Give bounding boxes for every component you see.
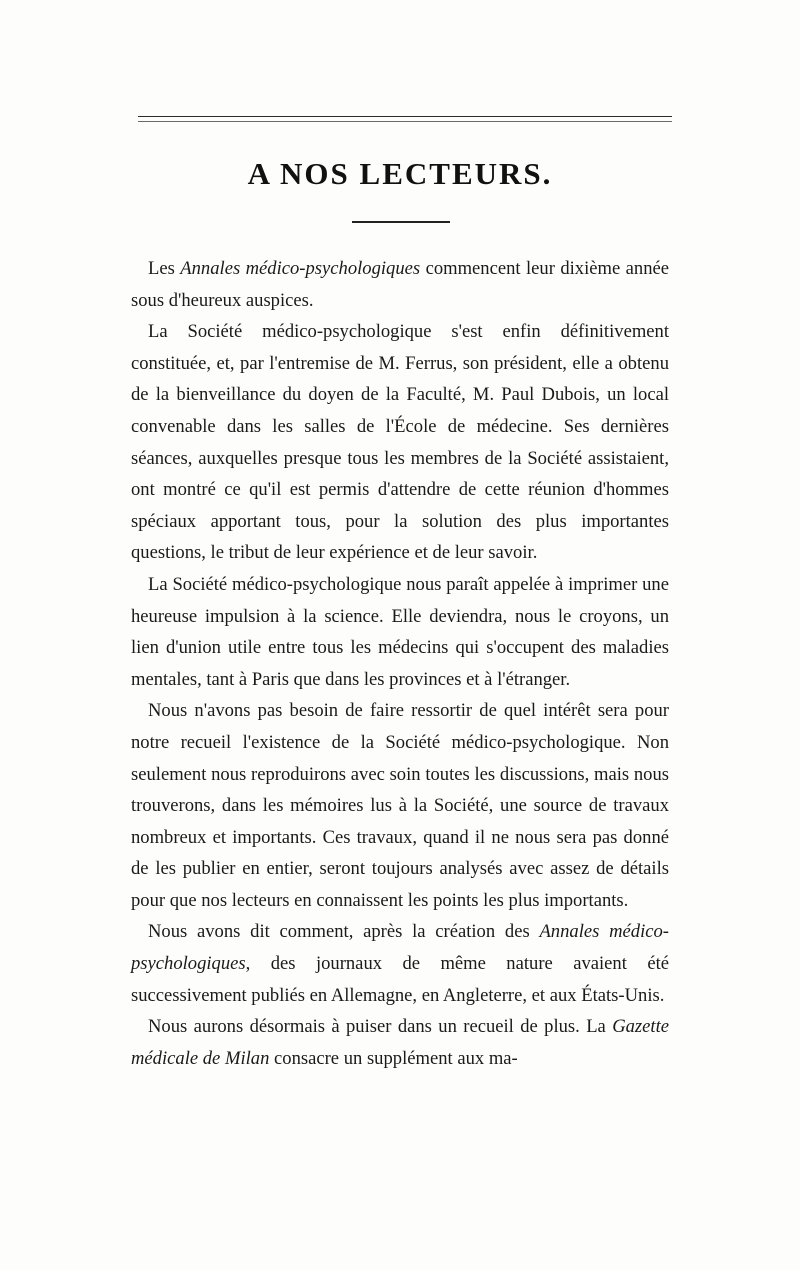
title-rule (352, 221, 450, 223)
paragraph (131, 695, 669, 916)
body-text (131, 253, 669, 1074)
paragraph (131, 916, 669, 1011)
italic-text: Annales médico-psychologiques (180, 258, 421, 279)
paragraph (131, 316, 669, 569)
header-rule (138, 116, 672, 117)
text-run: commencent leur dixième année sous d'heureux auspices. (131, 258, 669, 311)
paragraph (131, 253, 669, 316)
text-run: Nous n'avons pas besoin de faire ressortir de quel intérêt sera pour notre recueil l'existence de la Société médico-psychologique. Non seulement nous reproduirons avec soin toutes les discussions, mais nous trouverons, dans les mémoires lus à la Société, une source de travaux nombreux et importants. Ces travaux, quand il ne nous sera pas donné de les publier en entier, seront toujours analysés avec assez de détails pour que nos lecteurs en connaissent les points les plus importants. (131, 700, 669, 911)
italic-text: Gazette médicale de Milan (131, 1016, 669, 1069)
text-run: La Société médico-psychologique nous paraît appelée à imprimer une heureuse impulsion à la science. Elle deviendra, nous le croyons, un lien d'union utile entre tous les médecins qui s'occupent des maladies mentales, tant à Paris que dans les provinces et à l'étranger. (131, 573, 669, 690)
header-rule-thin (138, 121, 672, 122)
text-run: Nous avons dit comment, après la création des (148, 921, 540, 943)
text-run: Les (148, 258, 181, 279)
italic-text: Annales médico-psychologiques (131, 921, 669, 975)
text-run: La Société médico-psychologique s'est enfin définitivement constituée, et, par l'entremise de M. Ferrus, son président, elle a obtenu de la bienveillance du doyen de la Faculté, M. Paul Dubois, un local convenable dans les salles de l'École de médecine. Ses dernières séances, auxquelles presque tous les membres de la Société assistaient, ont montré ce qu'il est permis d'attendre de cette réunion d'hommes spéciaux apportant tous, pour la solution des plus importantes questions, le tribut de leur expérience et de leur savoir. (131, 321, 669, 564)
text-run: , des journaux de même nature avaient été successivement publiés en Allemagne, en Angleterre, et aux États-Unis. (131, 953, 669, 1006)
text-run: Nous aurons désormais à puiser dans un recueil de plus. La (148, 1016, 613, 1038)
page-title: A NOS LECTEURS. (247, 156, 553, 191)
paragraph (131, 569, 669, 695)
text-run: consacre un supplément aux ma- (269, 1047, 518, 1069)
paragraph (131, 1011, 669, 1074)
